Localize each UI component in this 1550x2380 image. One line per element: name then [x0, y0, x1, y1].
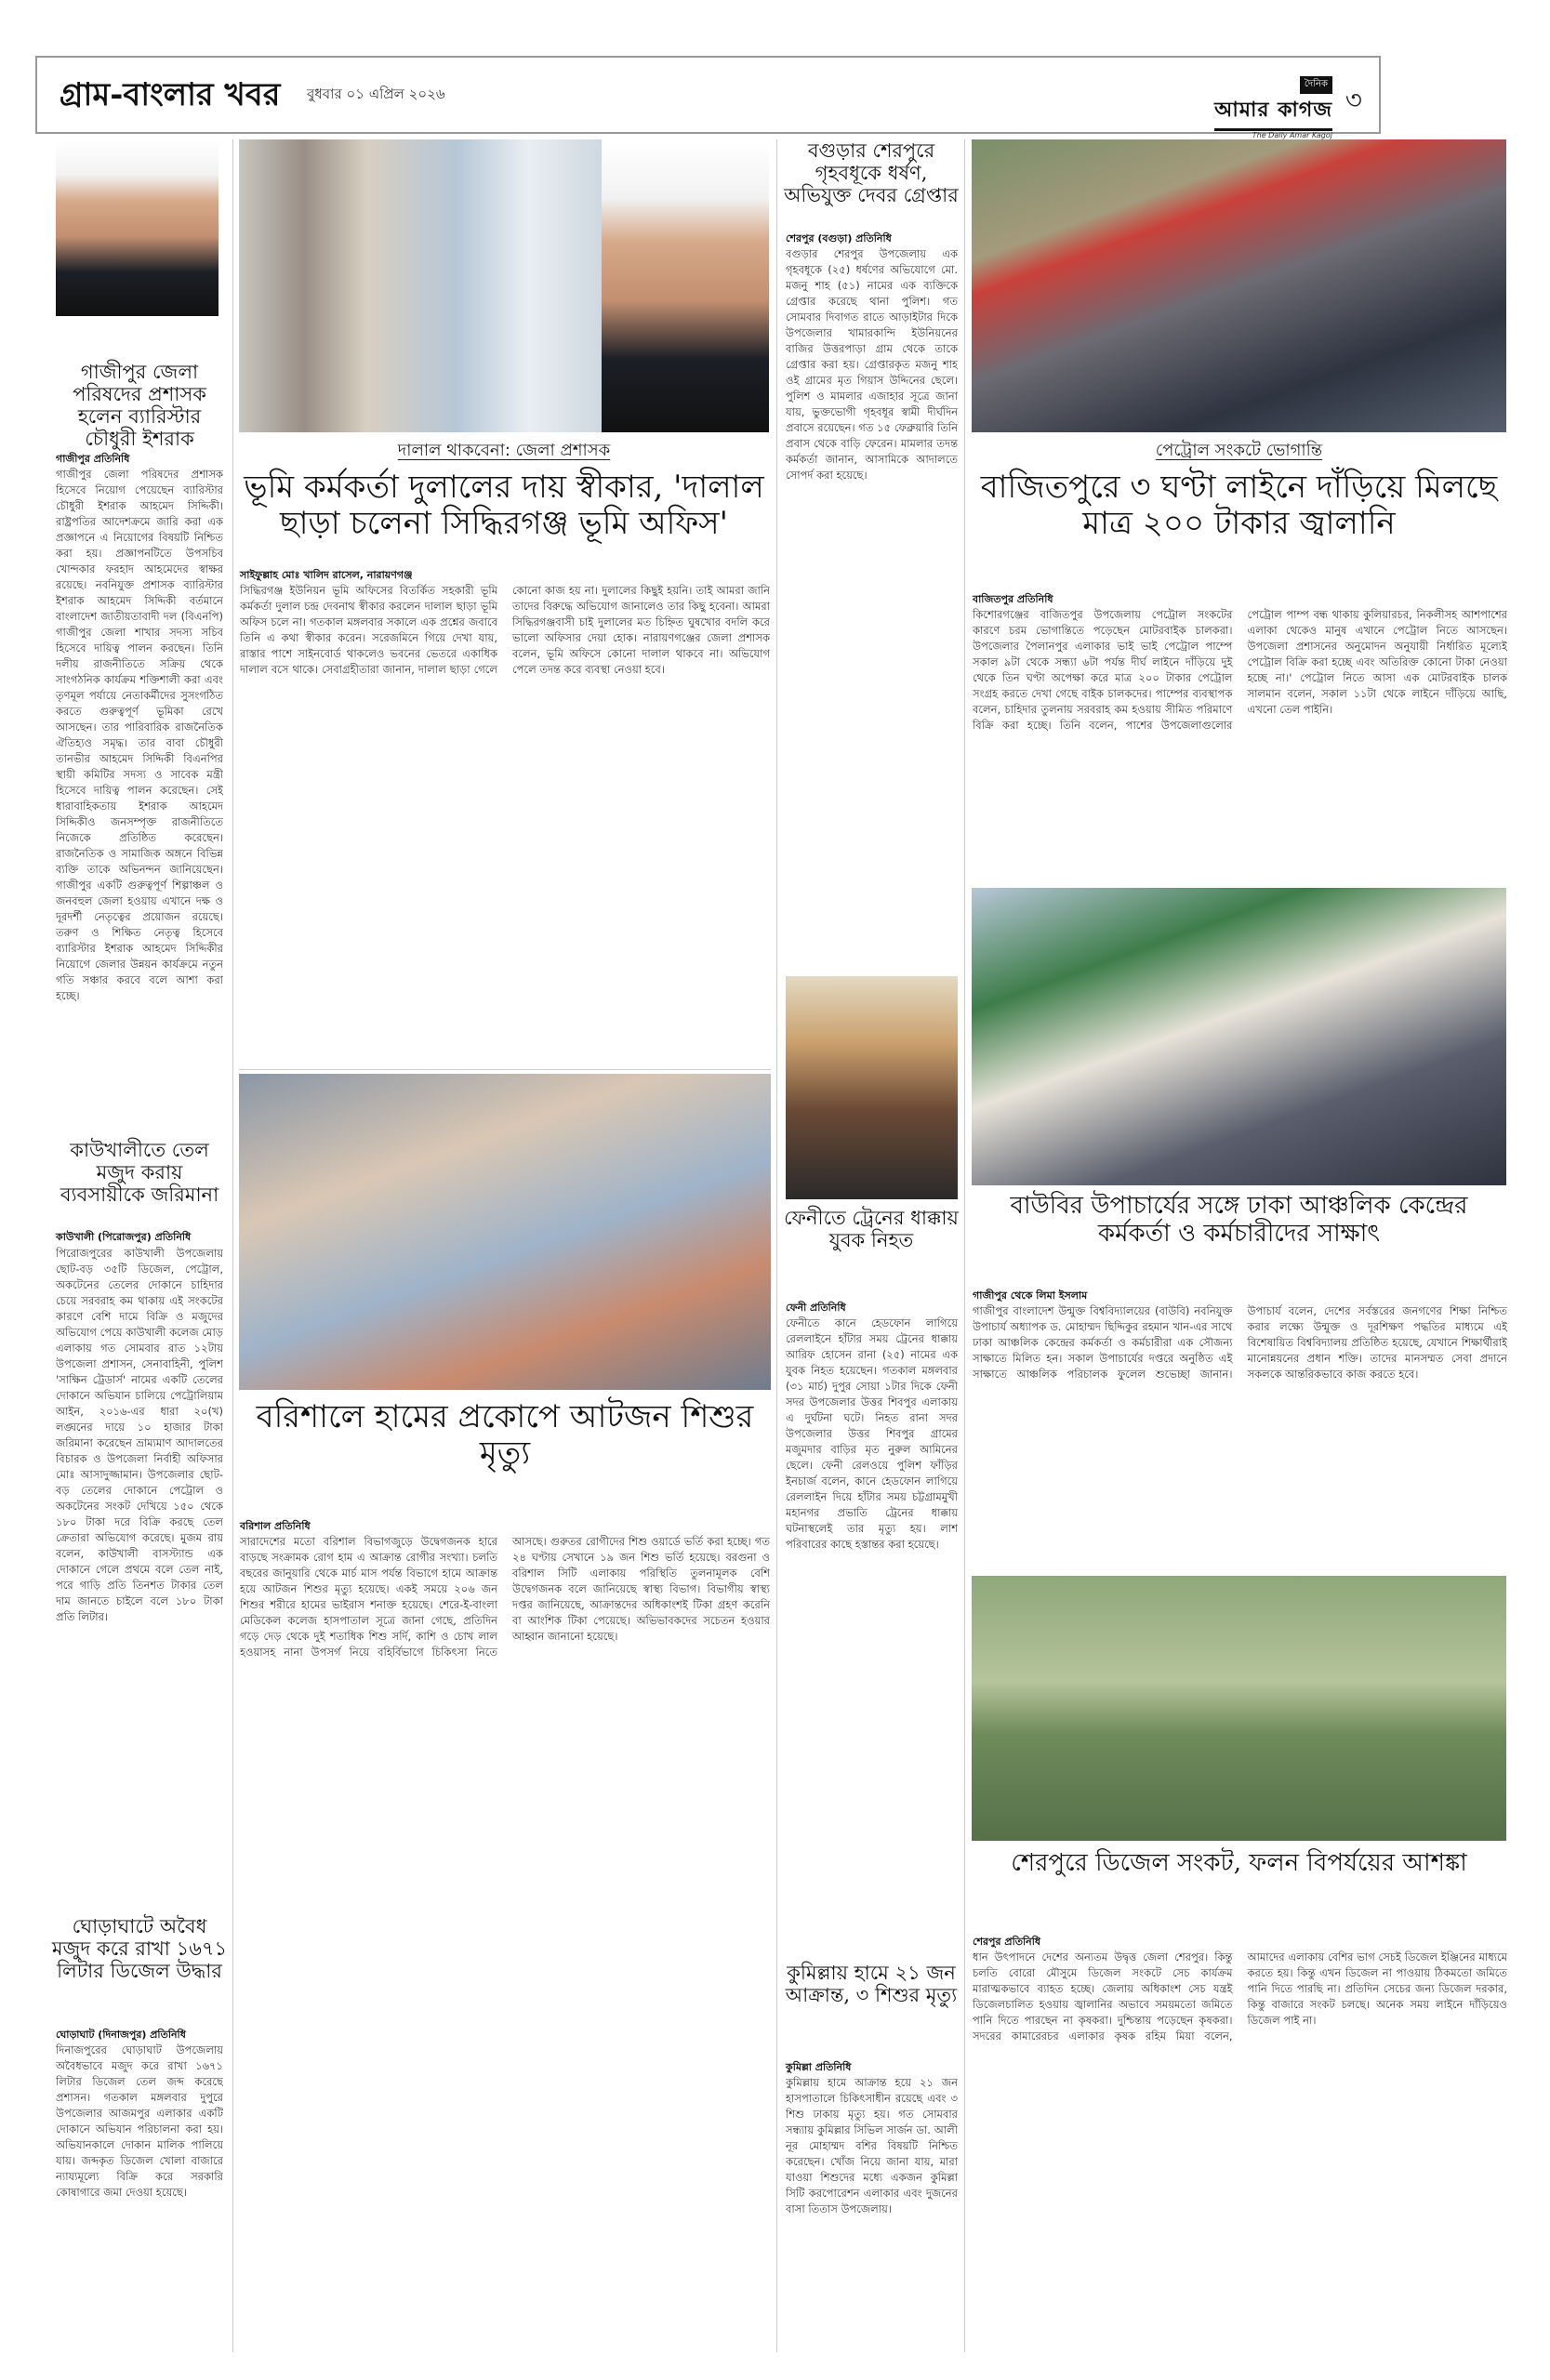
headline-bogura[interactable]: বগুড়ার শেরপুরে গৃহবধূকে ধর্ষণ, অভিযুক্ত দেবর গ্রেপ্তার [784, 139, 959, 207]
body-bogura: বগুড়ার শেরপুর উপজেলায় এক গৃহবধূকে (২৫) ধর্ষণের অভিযোগে মো. মজনু শাহ (৫১) নামের এক ব্যক্তিকে গ্রেপ্তার করেছে থানা পুলিশ। গত সোমবার দিবাগত রাতে আড়াইটার দিকে উপজেলার খামারকান্দি ইউনিয়নের বাজির উত্তরপাড়া গ্রাম থেকে তাকে গ্রেপ্তার করা হয়। গ্রেপ্তারকৃত মজনু শাহ ওই গ্রামের মৃত গিয়াস উদ্দিনের ছেলে। পুলিশ ও মামলার এজাহার সূত্রে জানা যায়, ভুক্তভোগী গৃহবধূর স্বামী দীর্ঘদিন প্রবাসে রয়েছেন। গত ১৫ ফেব্রুয়ারি তিনি প্রবাস থেকে বাড়ি ফেরেন। মামলার তদন্ত কর্মকর্তা জানান, আসামিকে আদালতে সোপর্দ করা হয়েছে। [786, 247, 958, 482]
photo-bou-meeting [972, 888, 1506, 1185]
masthead [35, 56, 1381, 139]
headline-bou[interactable]: বাউবির উপাচার্যের সঙ্গে ঢাকা আঞ্চলিক কেন্দ্রের কর্মকর্তা ও কর্মচারীদের সাক্ষাৎ [1010, 1192, 1468, 1248]
column-divider [776, 139, 777, 2352]
headline-bajitpur[interactable]: বাজিতপুরে ৩ ঘণ্টা লাইনে দাঁড়িয়ে মিলছে মাত্র ২০০ টাকার জ্বালানি [980, 469, 1498, 543]
body-feni: ফেনীতে কানে হেডফোন লাগিয়ে রেললাইনে হাঁটার সময় ট্রেনের ধাক্কায় আরিফ হোসেন রানা (২৫) নামের এক যুবক নিহত হয়েছেন। গতকাল মঙ্গলবার (৩১ মার্চ) দুপুর সোয়া ১টার দিকে ফেনী সদর উপজেলার উত্তর শিবপুর এলাকায় এ দুর্ঘটনা ঘটে। নিহত রানা সদর উপজেলার উত্তর শিবপুর গ্রামের মজুমদার বাড়ির মৃত নুরুল আমিনের ছেলে। ফেনী রেলওয়ে পুলিশ ফাঁড়ির ইনচার্জ বলেন, কানে হেডফোন লাগিয়ে রেললাইন দিয়ে হাঁটার সময় চট্টগ্রামমুখী মহানগর প্রভাতি ট্রেনের ধাক্কায় ঘটনাস্থলেই তার মৃত্যু হয়। লাশ পরিবারের কাছে হস্তান্তর করা হয়েছে। [786, 1316, 958, 1551]
newspaper-logo[interactable] [1214, 73, 1332, 139]
byline-gazipur: গাজীপুর প্রতিনিধি [56, 453, 130, 465]
headline-feni[interactable]: ফেনীতে ট্রেনের ধাক্কায় যুবক নিহত [784, 1207, 959, 1252]
section-title: গ্রাম-বাংলার খবর [60, 76, 281, 113]
photo-dulal [602, 139, 769, 432]
logo-name: আমার কাগজ [1214, 94, 1332, 131]
byline-ghoraghat: ঘোড়াঘাট (দিনাজপুর) প্রতিনিধি [56, 2029, 186, 2041]
headline-siddhirganj[interactable]: ভূমি কর্মকর্তা দুলালের দায় স্বীকার, 'দালাল ছাড়া চলেনা সিদ্ধিরগঞ্জ ভূমি অফিস' [244, 469, 764, 543]
byline-bou: গাজীপুর থেকে লিমা ইসলাম [973, 1289, 1088, 1302]
photo-irrigation-field [972, 1576, 1506, 1841]
logo-english: The Daily Amar Kagoj [1252, 131, 1332, 139]
section-divider [239, 1069, 771, 1070]
logo-top: দৈনিক [1300, 76, 1332, 94]
body-kaukhali: পিরোজপুরের কাউখালী উপজেলায় ছোট-বড় ৩৫টি ডিজেল, পেট্রোল, অকটেনের তেলের দোকানে চাহিদার চেয়ে সরবরাহ কম থাকায় এই সংকটের কারণে বেশি দামে বিক্রি ও মজুদের অভিযোগ পেয়ে কাউখালী কলেজ মোড় এলাকায় গত সোমবার রাত ১২টায় উপজেলা প্রশাসন, সেনাবাহিনী, পুলিশ 'সাক্ষিন ট্রেডার্স' নামের একটি তেলের দোকানে অভিযান চালিয়ে পেট্রোলিয়াম আইন, ২০১৬-এর ধারা ২০(খ) লঙ্ঘনের দায়ে ১০ হাজার টাকা জরিমানা করেছেন ভ্রাম্যমাণ আদালতের বিচারক ও উপজেলা নির্বাহী অফিসার মোঃ আসাদুজ্জামান। উপজেলার ছোট-বড় তেলের দোকানে পেট্রোল ও অকটেনের সংকট দেখিয়ে ১৫০ থেকে ১৮০ টাকা দরে বিক্রি করছে তেল ক্রেতারা অভিযোগ করেছে। মুজম রায় বলেন, কাউখালী বাসস্ট্যান্ড এক দোকানে গেলে প্রথমে বলে তেল নাই, পরে গাড়ি প্রতি তিনশত টাকার তেল দাম জানতে চাইলে বলে ১৮০ টাকা প্রতি লিটার। [56, 1247, 223, 1623]
body-ghoraghat: দিনাজপুরের ঘোড়াঘাট উপজেলায় অবৈধভাবে মজুদ করে রাখা ১৬৭১ লিটার ডিজেল তেল জব্দ করেছে প্রশাসন। গতকাল মঙ্গলবার দুপুরে উপজেলার আজমপুর এলাকার একটি দোকানে অভিযান পরিচালনা করা হয়। অভিযানকালে দোকান মালিক পালিয়ে যায়। জব্দকৃত ডিজেল খোলা বাজারে ন্যায্যমূল্যে বিক্রি করে সরকারি কোষাগারে জমা দেওয়া হয়েছে। [56, 2043, 223, 2199]
byline-bajitpur: বাজিতপুর প্রতিনিধি [973, 593, 1053, 605]
byline-feni: ফেনী প্রতিনিধি [786, 1302, 846, 1314]
body-gazipur: গাজীপুর জেলা পরিষদের প্রশাসক হিসেবে নিয়োগ পেয়েছেন ব্যারিস্টার চৌধুরী ইশরাক আহমেদ সিদ্দিকী। রাষ্ট্রপতির আদেশক্রমে জারি করা এক প্রজ্ঞাপনে এ নিয়োগের বিষয়টি নিশ্চিত করা হয়। প্রজ্ঞাপনটিতে উপসচিব খোন্দকার ফরহাদ আহমেদের স্বাক্ষর রয়েছে। নবনিযুক্ত প্রশাসক ব্যারিস্টার ইশরাক আহমেদ সিদ্দিকী বর্তমানে বাংলাদেশ জাতীয়তাবাদী দল (বিএনপি) গাজীপুর জেলা শাখার সদস্য সচিব হিসেবে দায়িত্ব পালন করছেন। তিনি দলীয় রাজনীতিতে সক্রিয় থেকে সাংগঠনিক কার্যক্রম শক্তিশালী করা এবং তৃণমূল পর্যায়ে নেতাকর্মীদের সুসংগঠিত করতে গুরুত্বপূর্ণ ভূমিকা রেখে আসছেন। তার পারিবারিক রাজনৈতিক ঐতিহ্যও সমৃদ্ধ। তার বাবা চৌধুরী তানভীর আহমেদ সিদ্দিকী বিএনপির স্থায়ী কমিটির সদস্য ও সাবেক মন্ত্রী হিসেবে দায়িত্ব পালন করেছেন। সেই ধারাবাহিকতায় ইশরাক আহমেদ সিদ্দিকীও জনসম্পৃক্ত রাজনীতিতে নিজেকে প্রতিষ্ঠিত করেছেন। রাজনৈতিক ও সামাজিক অঙ্গনে বিভিন্ন ব্যক্তি তাকে অভিনন্দন জানিয়েছেন। গাজীপুর একটি গুরুত্বপূর্ণ শিল্পাঞ্চল ও জনবহুল জেলা হওয়ায় এখানে দক্ষ ও দূরদর্শী নেতৃত্বের প্রয়োজন রয়েছে। তরুণ ও শিক্ষিত নেতৃত্ব হিসেবে ব্যারিস্টার ইশরাক আহমেদ সিদ্দিকীর নিয়োগে জেলার উন্নয়ন কার্যক্রমে নতুন গতি সঞ্চার করবে বলে আশা করা হচ্ছে। [56, 468, 223, 1002]
column-divider [964, 139, 965, 2352]
body-barishal: সারাদেশের মতো বরিশাল বিভাগজুড়ে উদ্বেগজনক হারে বাড়ছে সংক্রামক রোগ হাম এ আক্রান্ত রোগীর সংখ্যা। চলতি বছরের জানুয়ারি থেকে মার্চ মাস পর্যন্ত বিভাগে হামে আক্রান্ত হয়ে আটজন শিশুর মৃত্যু হয়েছে। একই সময়ে ২০৬ জন শিশুর শরীরে হামের ভাইরাস শনাক্ত হয়েছে। শেরে-ই-বাংলা মেডিকেল কলেজ হাসপাতাল সূত্রে জানা গেছে, প্রতিদিন গড়ে দেড় থেকে দুই শতাধিক শিশু সর্দি, কাশি ও চোখ লাল হওয়াসহ নানা উপসর্গ নিয়ে বহির্বিভাগে চিকিৎসা নিতে আসছে। গুরুতর রোগীদের শিশু ওয়ার্ডে ভর্তি করা হচ্ছে। গত ২৪ ঘণ্টায় সেখানে ১৯ জন শিশু ভর্তি হয়েছে। বরগুনা ও বরিশাল সিটি এলাকায় পরিস্থিতি তুলনামূলক বেশি উদ্বেগজনক বলে জানিয়েছে স্বাস্থ্য বিভাগ। বিভাগীয় স্বাস্থ্য দপ্তর জানিয়েছে, আক্রান্তদের অধিকাংশই টিকা গ্রহণ করেনি বা আংশিক টিকা পেয়েছে। অভিভাবকদের সচেতন হওয়ার আহ্বান জানানো হয়েছে। [240, 1535, 770, 1659]
photo-ishraque [56, 139, 219, 316]
body-bou: গাজীপুর বাংলাদেশ উন্মুক্ত বিশ্ববিদ্যালয়ের (বাউবি) নবনিযুক্ত উপাচার্য অধ্যাপক ড. মোহাম্মদ ছিদ্দিকুর রহমান খান-এর সাথে ঢাকা আঞ্চলিক কেন্দ্রের কর্মকর্তা ও কর্মচারীরা এক সৌজন্য সাক্ষাতে মিলিত হন। সকাল উপাচার্যের দপ্তরে অনুষ্ঠিত এই সাক্ষাতে আঞ্চলিক পরিচালক ফুলেল শুভেচ্ছা জানান। উপাচার্য বলেন, দেশের সর্বস্তরের জনগণের শিক্ষা নিশ্চিত করার লক্ষ্যে উন্মুক্ত ও দূরশিক্ষণ পদ্ধতির মাধ্যমে এই বিশেষায়িত বিশ্ববিদ্যালয় প্রতিষ্ঠিত হয়েছে, যেখানে শিক্ষার্থীরাই মানোন্নয়নের প্রধান শক্তি। তাদের মানসম্মত সেবা প্রদানে সকলকে আন্তরিকভাবে কাজ করতে হবে। [973, 1304, 1507, 1381]
byline-bogura: শেরপুর (বগুড়া) প্রতিনিধি [786, 232, 892, 245]
headline-ghoraghat[interactable]: ঘোড়াঘাটে অবৈধ মজুদ করে রাখা ১৬৭১ লিটার ডিজেল উদ্ধার [51, 1915, 228, 1983]
body-siddhirganj: সিদ্ধিরগঞ্জ ইউনিয়ন ভূমি অফিসের বিতর্কিত সহকারী ভূমি কর্মকর্তা দুলাল চন্দ্র দেবনাথ স্বীকার করলেন দালাল ছাড়া ভূমি অফিস চলে না। গতকাল মঙ্গলবার সকালে এক প্রশ্নের জবাবে তিনি এ কথা স্বীকার করেন। সরেজমিনে গিয়ে দেখা যায়, রাস্তার পাশে সাইনবোর্ড থাকলেও ভবনের ভেতরে একাধিক দালাল বসে থাকে। সেবাগ্রহীতারা জানান, দালাল ছাড়া গেলে কোনো কাজ হয় না। দুলালের কিছুই হয়নি। তাই আমরা জানি তাদের বিরুদ্ধে অভিযোগ জানালেও তার কিছু হবেনা। আমরা সিদ্ধিরগঞ্জবাসী চাই দুলালের মত চিহ্নিত ঘুষখোর বদলি করে ভালো অফিসার দেয়া হোক। নারায়ণগঞ্জের জেলা প্রশাসক বলেন, ভূমি অফিসে কোনো দালাল থাকবে না। অভিযোগ পেলে তদন্ত করে ব্যবস্থা নেওয়া হবে। [240, 584, 770, 676]
headline-sherpur[interactable]: শেরপুরে ডিজেল সংকট, ফলন বিপর্যয়ের আশঙ্কা [1011, 1849, 1467, 1877]
column-divider [232, 139, 233, 2352]
page-number: ৩ [1345, 85, 1362, 115]
publication-date: বুধবার ০১ এপ্রিল ২০২৬ [307, 86, 445, 102]
byline-siddhirganj: সাইফুল্লাহ মোঃ খালিদ রাসেল, নারায়ণগঞ্জ [240, 569, 413, 581]
kicker-bajitpur: পেট্রোল সংকটে ভোগান্তি [1155, 441, 1323, 460]
photo-hospital-ward [239, 1074, 771, 1390]
headline-cumilla[interactable]: কুমিল্লায় হামে ২১ জন আক্রান্ত, ৩ শিশুর মৃত্যু [785, 1962, 958, 2007]
byline-cumilla: কুমিল্লা প্রতিনিধি [786, 2061, 852, 2073]
headline-barishal[interactable]: বরিশালে হামের প্রকোপে আটজন শিশুর মৃত্যু [256, 1398, 754, 1473]
photo-feni-victim [786, 976, 958, 1199]
kicker-siddhirganj: দালাল থাকবেনা: জেলা প্রশাসক [397, 441, 611, 460]
photo-petrol-queue [972, 139, 1506, 432]
byline-kaukhali: কাউখালী (পিরোজপুর) প্রতিনিধি [56, 1231, 192, 1243]
headline-gazipur[interactable]: গাজীপুর জেলা পরিষদের প্রশাসক হলেন ব্যারিস্টার চৌধুরী ইশরাক [73, 361, 206, 451]
photo-land-office [239, 139, 602, 432]
body-bajitpur: কিশোরগঞ্জের বাজিতপুর উপজেলায় পেট্রোল সংকটের কারণে চরম ভোগান্তিতে পড়েছেন মোটরবাইক চালকরা। উপজেলার পৈলানপুর এলাকার ভাই ভাই পেট্রোল পাম্পে সকাল ৯টা থেকে সন্ধ্যা ৬টা পর্যন্ত দীর্ঘ লাইনে দাঁড়িয়ে দুই থেকে তিন ঘণ্টা অপেক্ষা করে মাত্র ২০০ টাকার পেট্রোল সংগ্রহ করতে দেখা গেছে বাইক চালকদের। পাম্পের ব্যবস্থাপক বলেন, চাহিদার তুলনায় সরবরাহ কম হওয়ায় সীমিত পরিমাণে বিক্রি করা হচ্ছে। তিনি বলেন, পাশের উপজেলাগুলোর পেট্রোল পাম্প বন্ধ থাকায় কুলিয়ারচর, নিকলীসহ আশপাশের এলাকা থেকেও মানুষ এখানে পেট্রোল নিতে আসছেন। উপজেলা প্রশাসনের অনুমোদন অনুযায়ী নির্ধারিত মূল্যেই পেট্রোল বিক্রি করা হচ্ছে এবং অতিরিক্ত কোনো টাকা নেওয়া হচ্ছে না।' পেট্রোল নিতে আসা এক মোটরবাইক চালক সালমান বলেন, সকাল ১১টা থেকে লাইনে দাঁড়িয়ে আছি, এখনো তেল পাইনি। [973, 608, 1507, 732]
headline-kaukhali[interactable]: কাউখালীতে তেল মজুদ করায় ব্যবসায়ীকে জরিমানা [60, 1139, 219, 1207]
byline-barishal: বরিশাল প্রতিনিধি [240, 1520, 311, 1532]
byline-sherpur: শেরপুর প্রতিনিধি [973, 1936, 1041, 1948]
body-cumilla: কুমিল্লায় হামে আক্রান্ত হয়ে ২১ জন হাসপাতালে চিকিৎসাধীন রয়েছে এবং ৩ শিশু ঢাকায় মৃত্যু হয়। গত সোমবার সন্ধ্যায় কুমিল্লার সিভিল সার্জন ডা. আলী নূর মোহাম্মদ বশির বিষয়টি নিশ্চিত করেছেন। খোঁজ নিয়ে জানা যায়, মারা যাওয়া শিশুদের মধ্যে একজন কুমিল্লা সিটি করপোরেশন এলাকার এবং দুজনের বাসা তিতাস উপজেলায়। [786, 2076, 958, 2215]
body-sherpur: ধান উৎপাদনে দেশের অন্যতম উদ্বৃত্ত জেলা শেরপুর। কিন্তু চলতি বোরো মৌসুমে ডিজেল সংকটে সেচ কার্যক্রম মারাত্মকভাবে ব্যাহত হচ্ছে। জেলায় অধিকাংশ সেচ যন্ত্রই ডিজেলচালিত হওয়ায় জ্বালানির অভাবে সময়মতো জমিতে পানি দিতে পারছেন না কৃষকরা। দুশ্চিন্তায় পড়েছেন কৃষকরা। সদরের কামারেরচর এলাকার কৃষক রহিম মিয়া বলেন, আমাদের এলাকায় বেশির ভাগ সেচই ডিজেল ইঞ্জিনের মাধ্যমে করতে হয়। কিন্তু এখন ডিজেল না পাওয়ায় ঠিকমতো জমিতে পানি দিতে পারছি না। প্রতিদিন সেচের জন্য ডিজেল দরকার, কিন্তু বাজারে সংকট চলছে। অনেক সময় লাইনে দাঁড়িয়েও ডিজেল পাই না। [973, 1950, 1507, 2043]
